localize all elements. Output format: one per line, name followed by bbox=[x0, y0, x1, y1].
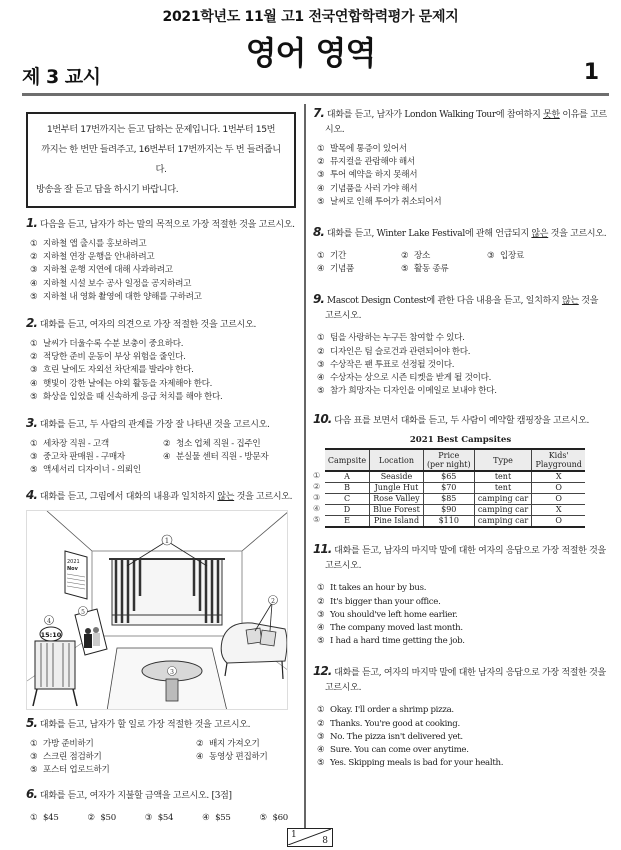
answer-option[interactable]: ① 가방 준비하기 bbox=[30, 738, 94, 749]
question-10 bbox=[313, 412, 608, 528]
question-1 bbox=[26, 216, 296, 304]
answer-option[interactable]: ⑤ 지하철 내 영화 촬영에 대한 양해를 구하려고 bbox=[30, 291, 202, 302]
answer-option[interactable]: ④ 기념품 bbox=[317, 264, 355, 275]
question-9: 9. Mascot Design Contest에 관한 다음 내용을 듣고, 일치하지 않는 것을 고르시오. ① 팀을 사랑하는 누구든 참여할 수 있다. ② 디자인은 팀 슬로건과 관련되어야 한다. ③ 수상작은 팬 투표로 선정될 것이다. ④ 수상자는 상으로 시즌 티켓을 받게 될 것이다. ⑤ 참가 희망자는 디자인을 이메일로 보내야 한다. bbox=[313, 292, 608, 398]
answer-option-mark[interactable]: ⑤ bbox=[313, 515, 321, 525]
listening-notice-box bbox=[26, 112, 296, 208]
question-stem: 다음을 듣고, 남자가 하는 말의 목적으로 가장 적절한 것을 고르시오. bbox=[39, 220, 295, 230]
campsite-table bbox=[325, 448, 585, 528]
answer-option[interactable]: ① 기간 bbox=[317, 251, 347, 262]
column-header: Location bbox=[370, 449, 424, 471]
answer-option[interactable]: ② Thanks. You're good at cooking. bbox=[317, 718, 460, 729]
question-number: 9. bbox=[313, 292, 324, 307]
option-list bbox=[313, 143, 608, 209]
option-list bbox=[26, 812, 296, 825]
option-list bbox=[313, 582, 608, 648]
answer-option[interactable]: ⑤ 액세서리 디자이너 - 의뢰인 bbox=[30, 465, 141, 476]
answer-option-mark[interactable]: ① bbox=[313, 471, 321, 481]
answer-option[interactable]: ③ 입장료 bbox=[487, 251, 525, 262]
answer-option[interactable]: ① 지하철 앱 출시를 홍보하려고 bbox=[30, 239, 147, 249]
answer-option[interactable]: ④ 분실물 센터 직원 - 방문자 bbox=[163, 452, 269, 463]
exam-subtitle: 2021학년도 11월 고1 전국연합학력평가 문제지 bbox=[162, 9, 459, 25]
table-header-row bbox=[325, 449, 585, 471]
answer-option[interactable]: ③ 흐린 날에도 자외선 차단제를 발라야 한다. bbox=[30, 365, 194, 376]
left-column bbox=[26, 106, 296, 825]
answer-option[interactable]: ④ 햇빛이 강한 날에는 야외 활동을 자제해야 한다. bbox=[30, 378, 213, 389]
question-number: 3. bbox=[26, 416, 37, 431]
question-stem: 대화를 듣고, 남자의 마지막 말에 대한 여자의 응답으로 가장 적절한 것을 고르시오. bbox=[325, 546, 606, 572]
svg-text:5: 5 bbox=[81, 608, 85, 616]
question-11 bbox=[313, 542, 608, 648]
answer-option-mark[interactable]: ④ bbox=[313, 504, 321, 514]
question-12 bbox=[313, 664, 608, 770]
column-header: Campsite bbox=[325, 449, 370, 471]
question-7: 7. 대화를 듣고, 남자가 London Walking Tour에 참여하지 못한 이유를 고르시오. ① 발목에 통증이 있어서 ② 뮤지컬을 관람해야 해서 ③ 투어 예약을 하지 못해서 ④ 기념품을 사러 가야 해서 ⑤ 날씨로 인해 투어가 취소되어서 bbox=[313, 106, 608, 209]
question-5 bbox=[26, 716, 296, 778]
answer-option[interactable]: ④ 수상자는 상으로 시즌 티켓을 받게 될 것이다. bbox=[317, 373, 492, 384]
question-number: 12. bbox=[313, 664, 332, 679]
answer-option[interactable]: ① 발목에 통증이 있어서 bbox=[317, 144, 407, 154]
answer-option[interactable]: ② It's bigger than your office. bbox=[317, 596, 441, 607]
calendar-year: 2021 bbox=[67, 558, 80, 565]
clock-display: 15:10 bbox=[40, 630, 62, 639]
table-row: E Pine Island $110 camping car O bbox=[325, 516, 585, 528]
table-row: B Jungle Hut $70 tent O bbox=[325, 483, 585, 494]
answer-option[interactable]: ⑤ $60 bbox=[259, 813, 288, 824]
answer-option[interactable]: ③ 지하철 운행 지연에 대해 사과하려고 bbox=[30, 265, 173, 276]
question-8: 8. 대화를 듣고, Winter Lake Festival에 관해 언급되지 않은 것을 고르시오. ① 기간 ② 장소 ③ 입장료 ④ 기념품 ⑤ 활동 종류 bbox=[313, 225, 608, 276]
svg-text:4: 4 bbox=[47, 617, 51, 625]
table-option-marks bbox=[313, 448, 325, 528]
table-title: 2021 Best Campsites bbox=[409, 435, 512, 446]
question-2 bbox=[26, 316, 296, 404]
svg-text:1: 1 bbox=[164, 536, 170, 545]
question-3 bbox=[26, 416, 296, 478]
answer-option[interactable]: ③ 수상작은 팬 투표로 선정될 것이다. bbox=[317, 359, 455, 370]
answer-option[interactable]: ② 청소 업체 직원 - 집주인 bbox=[163, 439, 261, 450]
column-divider bbox=[304, 104, 306, 844]
question-number: 1. bbox=[26, 216, 37, 230]
question-stem: 대화를 듣고, 여자가 지불할 금액을 고르시오. [3점] bbox=[39, 791, 232, 802]
column-header: Kids' Playground bbox=[532, 449, 585, 471]
answer-option-mark[interactable]: ③ bbox=[313, 493, 321, 503]
option-list bbox=[26, 338, 296, 404]
column-header: Price (per night) bbox=[423, 449, 474, 471]
answer-option[interactable]: ⑤ 화상을 입었을 때 신속하게 응급 처치를 해야 한다. bbox=[30, 391, 223, 402]
answer-option[interactable]: ① 세차장 직원 - 고객 bbox=[30, 439, 109, 450]
svg-text:2: 2 bbox=[271, 597, 275, 605]
question-number: 8. bbox=[313, 225, 324, 240]
answer-option[interactable]: ⑤ Yes. Skipping meals is bad for your health. bbox=[317, 758, 504, 769]
answer-option[interactable]: ④ 지하철 시설 보수 공사 일정을 공지하려고 bbox=[30, 278, 192, 289]
answer-option[interactable]: ② 장소 bbox=[401, 251, 431, 262]
table-row: A Seaside $65 tent X bbox=[325, 471, 585, 483]
notice-line: 까지는 한 번만 들려주고, 16번부터 17번까지는 두 번 들려줍니다. bbox=[41, 144, 281, 175]
answer-option[interactable]: ④ 기념품을 사러 가야 해서 bbox=[317, 183, 418, 194]
answer-option[interactable]: ③ 투어 예약을 하지 못해서 bbox=[317, 170, 418, 181]
page-title: 영어 영역 bbox=[245, 34, 376, 72]
column-header: Type bbox=[474, 449, 532, 471]
answer-option[interactable]: ② 뮤지컬을 관람해야 해서 bbox=[317, 157, 415, 168]
question-4: 4. 대화를 듣고, 그림에서 대화의 내용과 일치하지 않는 것을 고르시오. 1 2021 Nov 15:10 4 5 3 2 bbox=[26, 488, 296, 710]
answer-option[interactable]: ② 지하철 연장 운행을 안내하려고 bbox=[30, 252, 155, 263]
answer-option[interactable]: ⑤ 포스터 업로드하기 bbox=[30, 765, 110, 776]
answer-option[interactable]: ⑤ I had a hard time getting the job. bbox=[317, 636, 465, 647]
option-list bbox=[26, 738, 296, 778]
answer-option-mark[interactable]: ② bbox=[313, 482, 321, 492]
answer-option[interactable]: ⑤ 날씨로 인해 투어가 취소되어서 bbox=[317, 196, 442, 207]
question-stem: 다음 표를 보면서 대화를 듣고, 두 사람이 예약할 캠핑장을 고르시오. bbox=[334, 416, 590, 427]
notice-line: 1번부터 17번까지는 듣고 답하는 문제입니다. 1번부터 15번 bbox=[46, 124, 276, 135]
svg-text:Nov: Nov bbox=[67, 565, 78, 572]
header-divider bbox=[22, 93, 609, 96]
emphasis-underline: 않는 bbox=[561, 296, 579, 307]
answer-option[interactable]: ④ The company moved last month. bbox=[317, 623, 463, 634]
answer-option[interactable]: ③ 스크린 점검하기 bbox=[30, 751, 102, 762]
right-column bbox=[313, 106, 608, 770]
question-number: 2. bbox=[26, 316, 37, 331]
option-list bbox=[313, 250, 608, 276]
answer-option[interactable]: ② 디자인은 팀 슬로건과 관련되어야 한다. bbox=[317, 346, 471, 357]
question-stem: 대화를 듣고, 여자의 마지막 말에 대한 남자의 응답으로 가장 적절한 것을 고르시오. bbox=[325, 668, 606, 694]
option-list bbox=[313, 332, 608, 398]
answer-option[interactable]: ① $45 bbox=[30, 813, 59, 824]
answer-option[interactable]: ② 적당한 준비 운동이 부상 위험을 줄인다. bbox=[30, 352, 186, 363]
option-list bbox=[26, 438, 296, 478]
current-page: 1 bbox=[291, 830, 297, 840]
emphasis-underline: 않는 bbox=[217, 491, 235, 502]
question-number: 5. bbox=[26, 715, 37, 730]
answer-option[interactable]: ③ $54 bbox=[144, 813, 174, 824]
option-list bbox=[26, 238, 296, 304]
answer-option[interactable]: ② $50 bbox=[87, 813, 116, 824]
answer-option[interactable]: ③ 중고차 판매원 - 구매자 bbox=[30, 452, 125, 463]
answer-option[interactable]: ④ Sure. You can come over anytime. bbox=[317, 745, 469, 756]
question-number: 10. bbox=[313, 412, 332, 427]
option-list bbox=[313, 704, 608, 770]
total-pages: 8 bbox=[322, 836, 328, 846]
question-number: 11. bbox=[313, 542, 332, 557]
answer-option[interactable]: ⑤ 활동 종류 bbox=[401, 264, 449, 275]
answer-option[interactable]: ① Okay. I'll order a shrimp pizza. bbox=[317, 705, 454, 716]
emphasis-underline: 않은 bbox=[531, 229, 549, 240]
question-number: 7. bbox=[313, 106, 324, 120]
room-illustration bbox=[26, 510, 288, 710]
answer-option[interactable]: ④ $55 bbox=[202, 813, 231, 824]
page-indicator bbox=[287, 828, 333, 847]
answer-option[interactable]: ④ 동영상 편집하기 bbox=[196, 751, 268, 762]
answer-option[interactable]: ⑤ 참가 희망자는 디자인을 이메일로 보내야 한다. bbox=[317, 386, 497, 397]
notice-line: 방송을 잘 듣고 답을 하시기 바랍니다. bbox=[36, 184, 179, 195]
question-stem: 대화를 듣고, 여자의 의견으로 가장 적절한 것을 고르시오. bbox=[39, 320, 257, 331]
exam-period: 제 3 교시 bbox=[22, 66, 101, 88]
page-number: 1 bbox=[583, 60, 599, 85]
answer-option[interactable]: ③ No. The pizza isn't delivered yet. bbox=[317, 731, 463, 742]
svg-text:3: 3 bbox=[170, 668, 174, 676]
answer-option[interactable]: ② 배지 가져오기 bbox=[196, 738, 260, 749]
question-6 bbox=[26, 787, 296, 825]
question-number: 6. bbox=[26, 787, 37, 802]
question-stem: 대화를 듣고, 두 사람의 관계를 가장 잘 나타낸 것을 고르시오. bbox=[39, 420, 270, 431]
room-drawing-icon bbox=[27, 511, 288, 710]
answer-option[interactable]: ③ You should've left home earlier. bbox=[317, 609, 458, 620]
answer-option[interactable]: ① 날씨가 더울수록 수분 보충이 중요하다. bbox=[30, 339, 184, 350]
campsite-table-wrapper bbox=[313, 448, 608, 528]
table-row: C Rose Valley $85 camping car O bbox=[325, 494, 585, 505]
answer-option[interactable]: ① It takes an hour by bus. bbox=[317, 583, 427, 594]
question-stem: 대화를 듣고, 남자가 할 일로 가장 적절한 것을 고르시오. bbox=[39, 719, 251, 730]
question-number: 4. bbox=[26, 487, 37, 502]
emphasis-underline: 못한 bbox=[543, 110, 560, 120]
answer-option[interactable]: ① 팀을 사랑하는 누구든 참여할 수 있다. bbox=[317, 333, 465, 344]
table-row: D Blue Forest $90 camping car X bbox=[325, 505, 585, 516]
